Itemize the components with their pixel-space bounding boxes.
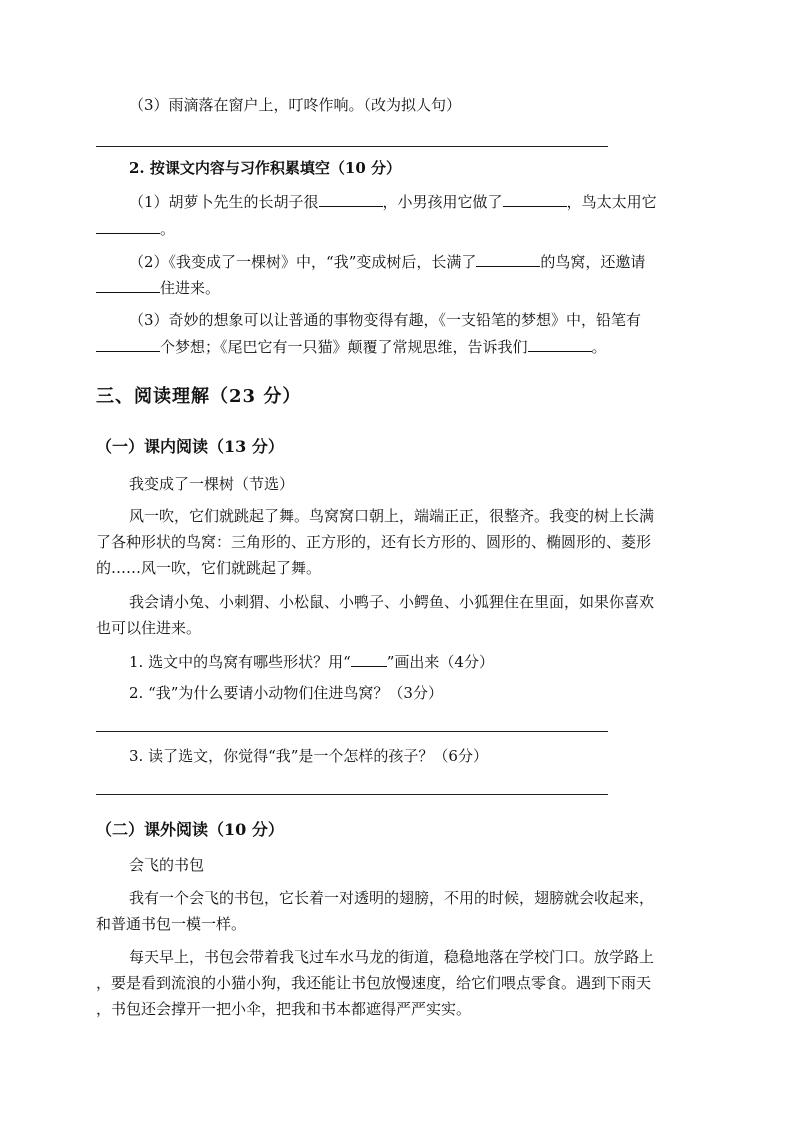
answer-line — [96, 731, 608, 732]
passage-1-text: 的……风一吹，它们就跳起了舞。 — [96, 559, 322, 577]
fill-blank[interactable] — [503, 191, 567, 207]
reading-question-1 — [129, 651, 494, 672]
fill-blank[interactable] — [528, 336, 592, 352]
part-2-title: （二）课外阅读（10 分） — [96, 820, 284, 839]
underline-mark — [351, 651, 387, 667]
fill-blank[interactable] — [96, 218, 160, 234]
fill-item-2-text-b: 的鸟窝，还邀请 — [540, 253, 646, 271]
fill-blank[interactable] — [96, 336, 160, 352]
fill-item-1-text-d: 。 — [160, 220, 176, 238]
fill-item-1-line-1 — [129, 191, 657, 212]
fill-item-3-text-c: 。 — [591, 338, 607, 356]
reading-question-1-text-b: ”画出来（4分） — [386, 653, 494, 671]
passage-2-title: 会飞的书包 — [129, 856, 205, 874]
answer-line — [96, 794, 608, 795]
fill-item-3-text-b: 个梦想；《尾巴它有一只猫》颠覆了常规思维，告诉我们 — [160, 338, 528, 356]
passage-2-text: 和普通书包一模一样。 — [96, 915, 247, 933]
passage-2-text: 每天早上，书包会带着我飞过车水马龙的街道，稳稳地落在学校门口。放学路上 — [129, 948, 655, 966]
fill-blank[interactable] — [319, 191, 383, 207]
fill-item-1-line-2 — [96, 218, 175, 239]
passage-1-text: 了各种形状的鸟窝：三角形的、正方形的，还有长方形的、圆形的、椭圆形的、菱形 — [96, 533, 652, 551]
fill-item-1-text-b: ，小男孩用它做了 — [382, 193, 503, 211]
fill-item-2-line-2 — [96, 277, 220, 298]
fill-item-3-line-2 — [96, 336, 607, 357]
answer-line — [96, 146, 608, 147]
passage-2-text: ，书包还会撑开一把小伞，把我和书本都遮得严严实实。 — [96, 1000, 472, 1018]
reading-question-1-text-a: 1. 选文中的鸟窝有哪些形状？用“ — [129, 653, 351, 671]
passage-1-title: 我变成了一棵树（节选） — [129, 475, 295, 493]
passage-2-text: ，要是看到流浪的小猫小狗，我还能让书包放慢速度，给它们喂点零食。遇到下雨天 — [96, 974, 652, 992]
section-3-title: 三、阅读理解（23 分） — [96, 386, 302, 407]
part-1-title: （一）课内阅读（13 分） — [96, 437, 284, 456]
fill-item-2-line-1 — [129, 251, 645, 272]
fill-item-2-text-a: （2）《我变成了一棵树》中，“我”变成树后，长满了 — [129, 253, 477, 271]
reading-question-3: 3. 读了选文，你觉得“我”是一个怎样的孩子？（6分） — [129, 747, 488, 765]
reading-question-2: 2. “我”为什么要请小动物们住进鸟窝？（3分） — [129, 684, 443, 702]
fill-blank[interactable] — [476, 251, 540, 267]
passage-1-text: 我会请小兔、小刺猬、小松鼠、小鸭子、小鳄鱼、小狐狸住在里面，如果你喜欢 — [129, 593, 655, 611]
passage-1-text: 风一吹，它们就跳起了舞。鸟窝窝口朝上，端端正正，很整齐。我变的树上长满 — [129, 507, 655, 525]
fill-item-3-line-1: （3）奇妙的想象可以让普通的事物变得有趣，《一支铅笔的梦想》中，铅笔有 — [129, 311, 642, 329]
section-2-title: 2. 按课文内容与习作积累填空（10 分） — [129, 159, 401, 177]
fill-item-2-text-c: 住进来。 — [160, 279, 221, 297]
fill-blank[interactable] — [96, 277, 160, 293]
passage-2-text: 我有一个会飞的书包，它长着一对透明的翅膀，不用的时候，翅膀就会收起来， — [129, 889, 655, 907]
passage-1-text: 也可以住进来。 — [96, 619, 202, 637]
fill-item-1-text-c: ，鸟太太用它 — [566, 193, 657, 211]
fill-item-1-text-a: （1）胡萝卜先生的长胡子很 — [129, 193, 319, 211]
rewrite-question-3: （3）雨滴落在窗户上，叮咚作响。（改为拟人句） — [129, 96, 462, 114]
